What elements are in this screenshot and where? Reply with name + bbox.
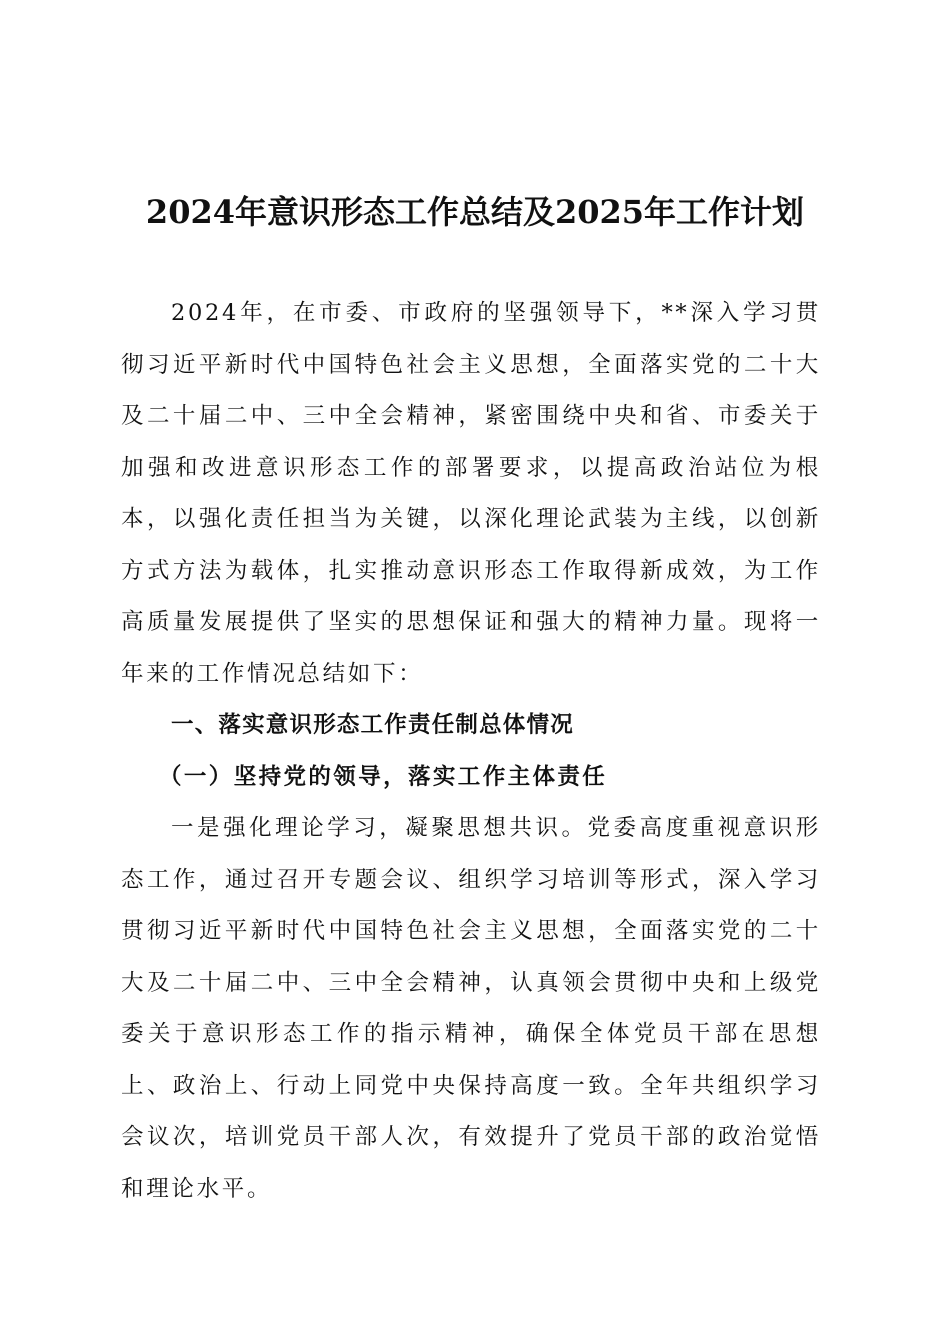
document-body <box>121 288 821 1215</box>
document-title: 2024年意识形态工作总结及2025年工作计划 <box>145 193 805 231</box>
subsection-heading: （一）坚持党的领导，落实工作主体责任 <box>159 763 608 790</box>
intro-paragraph: 2024年，在市委、市政府的坚强领导下，**深入学习贯彻习近平新时代中国特色社会主义思想，全面落实党的二十大及二十届二中、三中全会精神，紧密围绕中央和省、市委关于加强和改进意识形态工作的部署要求，以提高政治站位为根本，以强化责任担当为关键，以深化理论武装为主线，以创新方式方法为载体，扎实推动意识形态工作取得新成效，为工作高质量发展提供了坚实的思想保证和强大的精神力量。现将一年来的工作情况总结如下： <box>121 300 821 687</box>
section-heading: 一、落实意识形态工作责任制总体情况 <box>171 712 574 738</box>
body-paragraph: 一是强化理论学习，凝聚思想共识。党委高度重视意识形态工作，通过召开专题会议、组织学习培训等形式，深入学习贯彻习近平新时代中国特色社会主义思想，全面落实党的二十大及二十届二中、三中全会精神，认真领会贯彻中央和上级党委关于意识形态工作的指示精神，确保全体党员干部在思想上、政治上、行动上同党中央保持高度一致。全年共组织学习会议次，培训党员干部人次，有效提升了党员干部的政治觉悟和理论水平。 <box>121 815 821 1202</box>
